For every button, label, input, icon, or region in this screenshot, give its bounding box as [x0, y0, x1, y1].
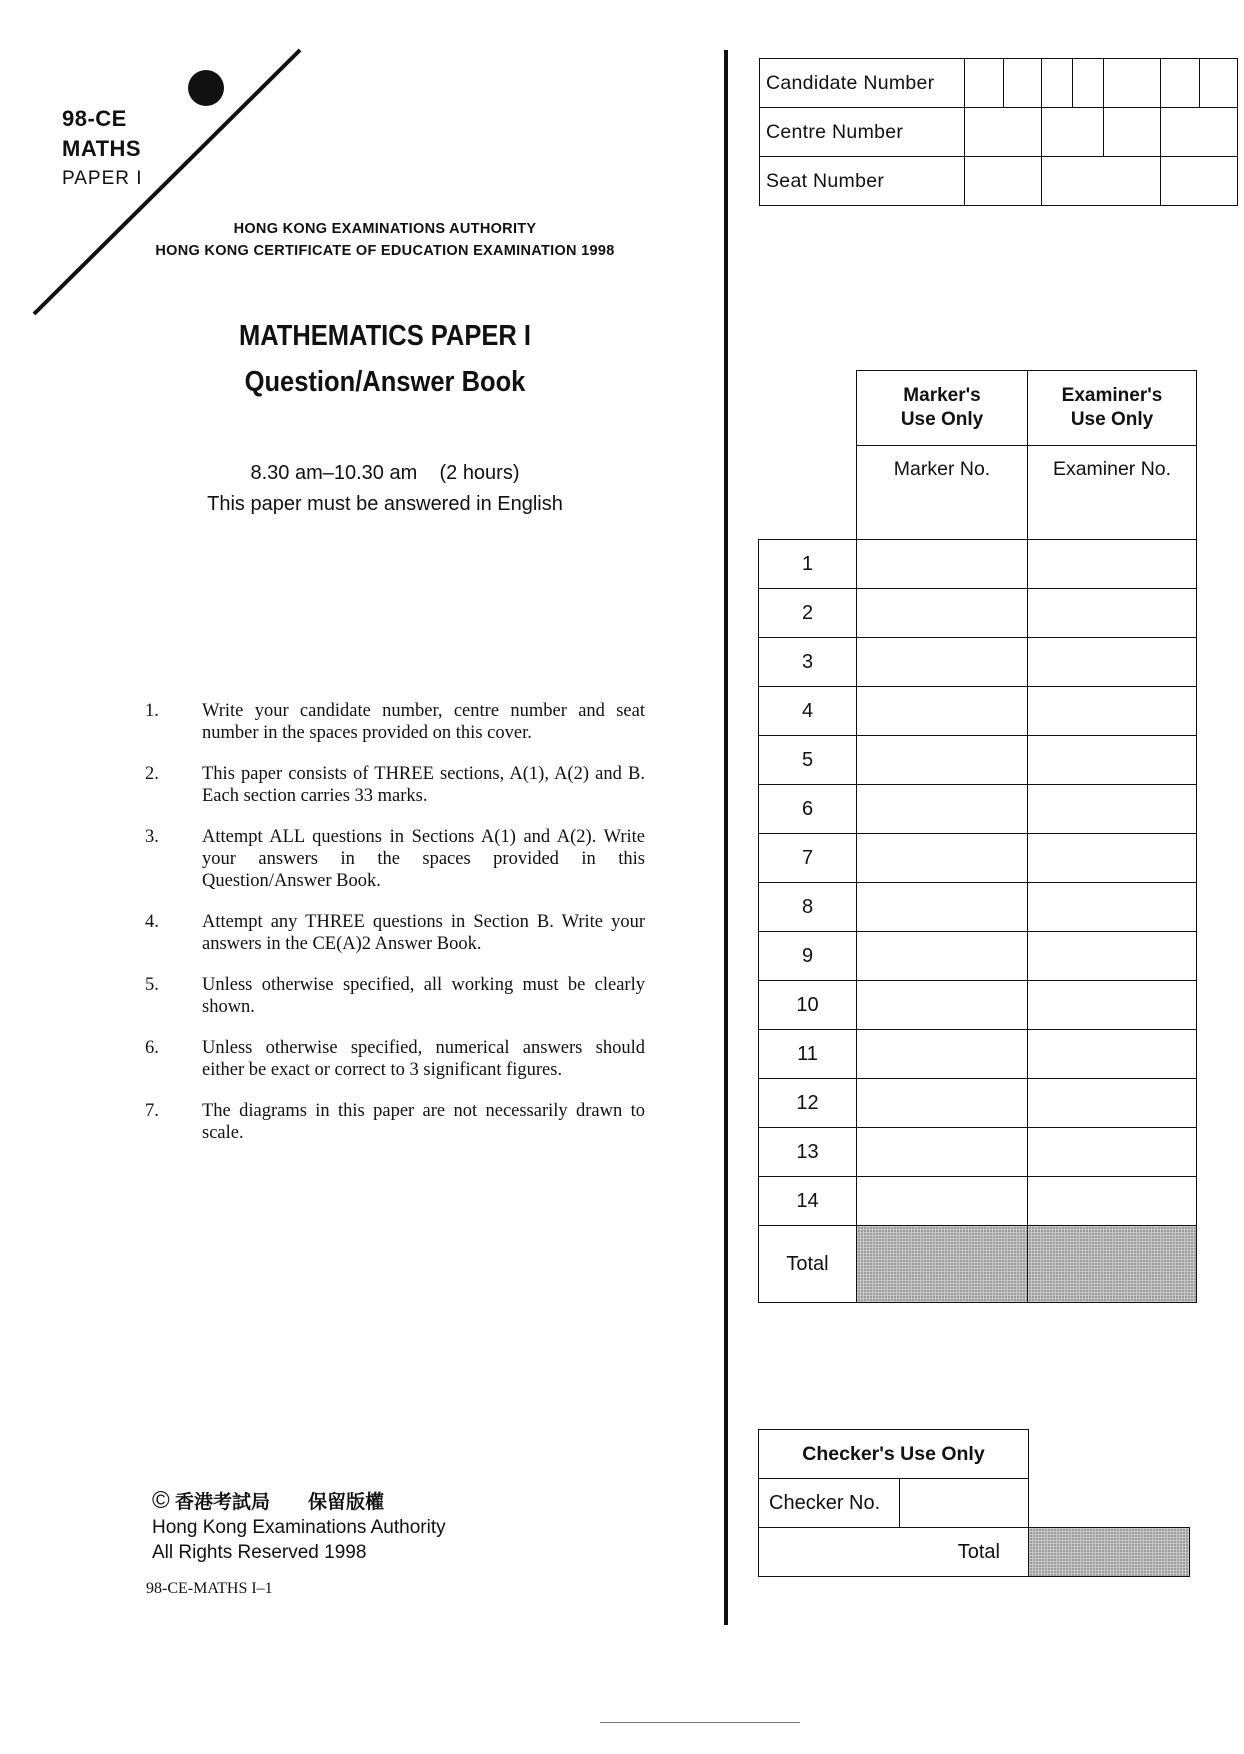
- question-row: [759, 638, 1197, 687]
- instruction-number: 2.: [145, 764, 159, 784]
- marker-mark-cell[interactable]: [857, 589, 1028, 638]
- total-row: [759, 1226, 1197, 1303]
- instruction-text: Attempt ALL questions in Sections A(1) and A(2). Write your answers in the spaces provided in this Question/Answer Book.: [202, 827, 645, 891]
- checker-total-row: [759, 1528, 1190, 1577]
- marker-mark-cell[interactable]: [857, 540, 1028, 589]
- centre-number-box[interactable]: [1042, 108, 1104, 157]
- instruction-text: Unless otherwise specified, numerical answers should either be exact or correct to 3 significant figures.: [202, 1038, 645, 1080]
- marker-no-label: Marker No.: [857, 446, 1028, 540]
- marker-mark-cell[interactable]: [857, 1177, 1028, 1226]
- candidate-number-box[interactable]: [1003, 59, 1042, 108]
- copyright-authority: Hong Kong Examinations Authority: [152, 1517, 446, 1538]
- question-row: [759, 785, 1197, 834]
- question-number: 11: [759, 1030, 857, 1079]
- exam-name: HONG KONG CERTIFICATE OF EDUCATION EXAMINATION 1998: [155, 243, 615, 259]
- candidate-number-label: Candidate Number: [760, 59, 965, 108]
- instructions-list: [145, 700, 645, 1163]
- checker-header-row: [759, 1430, 1190, 1479]
- code-line3: PAPER I: [62, 168, 143, 189]
- checker-no-label: Checker No.: [759, 1479, 900, 1528]
- candidate-number-row: [760, 59, 1238, 108]
- question-number: 8: [759, 883, 857, 932]
- candidate-number-box[interactable]: [1161, 59, 1200, 108]
- page-title: [178, 313, 592, 405]
- marker-use-header: Marker's Use Only: [857, 371, 1028, 446]
- marker-mark-cell[interactable]: [857, 687, 1028, 736]
- centre-number-label: Centre Number: [760, 108, 965, 157]
- centre-number-box[interactable]: [1104, 108, 1161, 157]
- question-row: [759, 981, 1197, 1030]
- examiner-mark-cell[interactable]: [1028, 540, 1197, 589]
- instruction-number: 3.: [145, 827, 159, 847]
- candidate-number-box[interactable]: [965, 59, 1004, 108]
- examiner-no-label: Examiner No.: [1028, 446, 1197, 540]
- instruction-number: 1.: [145, 701, 159, 721]
- examiner-total-cell-shaded: [1028, 1226, 1197, 1303]
- candidate-number-box[interactable]: [1199, 59, 1238, 108]
- question-row: [759, 687, 1197, 736]
- instruction-item: [145, 974, 645, 1018]
- vertical-divider: [724, 50, 728, 1625]
- candidate-info-table: [759, 58, 1238, 206]
- seat-number-box[interactable]: [1161, 157, 1238, 206]
- marker-mark-cell[interactable]: [857, 638, 1028, 687]
- corner-diagonal: [0, 0, 340, 340]
- instruction-item: [145, 1037, 645, 1081]
- question-row: [759, 1030, 1197, 1079]
- seat-number-box[interactable]: [1042, 157, 1161, 206]
- examiner-mark-cell[interactable]: [1028, 981, 1197, 1030]
- examiner-mark-cell[interactable]: [1028, 785, 1197, 834]
- marker-mark-cell[interactable]: [857, 1079, 1028, 1128]
- question-number: 12: [759, 1079, 857, 1128]
- instruction-text: Write your candidate number, centre number and seat number in the spaces provided on this cover.: [202, 701, 645, 743]
- question-number: 4: [759, 687, 857, 736]
- seat-number-row: [760, 157, 1238, 206]
- candidate-number-box[interactable]: [1104, 59, 1161, 108]
- candidate-number-box[interactable]: [1042, 59, 1073, 108]
- seat-number-label: Seat Number: [760, 157, 965, 206]
- marker-mark-cell[interactable]: [857, 834, 1028, 883]
- question-number: 9: [759, 932, 857, 981]
- examiner-mark-cell[interactable]: [1028, 1079, 1197, 1128]
- examiner-mark-cell[interactable]: [1028, 638, 1197, 687]
- question-row: [759, 736, 1197, 785]
- authority-heading: [120, 218, 650, 262]
- time-info: [150, 458, 620, 520]
- candidate-number-box[interactable]: [1073, 59, 1104, 108]
- marker-mark-cell[interactable]: [857, 736, 1028, 785]
- marker-mark-cell[interactable]: [857, 1128, 1028, 1177]
- instruction-item: [145, 911, 645, 955]
- checker-total-cell-shaded: [1029, 1528, 1190, 1577]
- examiner-use-header: Examiner's Use Only: [1028, 371, 1197, 446]
- instruction-number: 6.: [145, 1038, 159, 1058]
- checker-use-header: Checker's Use Only: [759, 1430, 1029, 1479]
- question-row: [759, 1128, 1197, 1177]
- instruction-text: Unless otherwise specified, all working must be clearly shown.: [202, 975, 645, 1017]
- marker-mark-cell[interactable]: [857, 785, 1028, 834]
- question-number: 5: [759, 736, 857, 785]
- centre-number-box[interactable]: [965, 108, 1042, 157]
- footer-page-code: 98-CE-MATHS I–1: [146, 1580, 273, 1597]
- instruction-item: [145, 700, 645, 744]
- question-number: 10: [759, 981, 857, 1030]
- marker-mark-cell[interactable]: [857, 932, 1028, 981]
- question-number: 3: [759, 638, 857, 687]
- marks-subheader-row: [759, 446, 1197, 540]
- checker-table: [758, 1429, 1190, 1577]
- examiner-mark-cell[interactable]: [1028, 1177, 1197, 1226]
- examiner-mark-cell[interactable]: [1028, 883, 1197, 932]
- instruction-text: Attempt any THREE questions in Section B. Write your answers in the CE(A)2 Answer Book.: [202, 912, 645, 954]
- instruction-item: [145, 763, 645, 807]
- authority-name: HONG KONG EXAMINATIONS AUTHORITY: [233, 221, 537, 237]
- scan-artifact-line: [600, 1722, 800, 1723]
- question-row: [759, 834, 1197, 883]
- question-row: [759, 883, 1197, 932]
- marker-total-cell-shaded: [857, 1226, 1028, 1303]
- marker-mark-cell[interactable]: [857, 883, 1028, 932]
- examiner-mark-cell[interactable]: [1028, 834, 1197, 883]
- marker-mark-cell[interactable]: [857, 981, 1028, 1030]
- copyright-rights: All Rights Reserved 1998: [152, 1542, 367, 1563]
- question-number: 1: [759, 540, 857, 589]
- instruction-text: The diagrams in this paper are not necessarily drawn to scale.: [202, 1101, 645, 1143]
- language-line: This paper must be answered in English: [207, 493, 563, 515]
- question-number: 2: [759, 589, 857, 638]
- paper-code: [62, 104, 143, 194]
- examiner-mark-cell[interactable]: [1028, 687, 1197, 736]
- question-row: [759, 1079, 1197, 1128]
- question-row: [759, 932, 1197, 981]
- marks-table: [758, 370, 1197, 1303]
- question-row: [759, 1177, 1197, 1226]
- question-number: 7: [759, 834, 857, 883]
- copyright-icon: ©: [152, 1487, 170, 1514]
- examiner-mark-cell[interactable]: [1028, 1128, 1197, 1177]
- title-line1: MATHEMATICS PAPER I: [238, 320, 532, 352]
- question-row: [759, 589, 1197, 638]
- marks-header-row: [759, 371, 1197, 446]
- question-number: 13: [759, 1128, 857, 1177]
- question-number: 6: [759, 785, 857, 834]
- marker-mark-cell[interactable]: [857, 1030, 1028, 1079]
- instruction-item: [145, 1100, 645, 1144]
- examiner-mark-cell[interactable]: [1028, 736, 1197, 785]
- instruction-text: This paper consists of THREE sections, A(1), A(2) and B. Each section carries 33 marks.: [202, 764, 645, 806]
- checker-no-row: [759, 1479, 1190, 1528]
- instruction-number: 4.: [145, 912, 159, 932]
- copyright-chinese: 香港考試局 保留版權: [174, 1491, 384, 1513]
- corner-dot-icon: [188, 70, 224, 106]
- examiner-mark-cell[interactable]: [1028, 1030, 1197, 1079]
- question-number: 14: [759, 1177, 857, 1226]
- code-line2: MATHS: [62, 136, 142, 161]
- examiner-mark-cell[interactable]: [1028, 932, 1197, 981]
- question-row: [759, 540, 1197, 589]
- checker-no-field[interactable]: [900, 1479, 1029, 1528]
- total-label: Total: [759, 1226, 857, 1303]
- instruction-number: 5.: [145, 975, 159, 995]
- copyright-block: [152, 1488, 446, 1565]
- centre-number-row: [760, 108, 1238, 157]
- instruction-number: 7.: [145, 1101, 159, 1121]
- seat-number-box[interactable]: [965, 157, 1042, 206]
- examiner-mark-cell[interactable]: [1028, 589, 1197, 638]
- instruction-item: [145, 826, 645, 892]
- title-line2: Question/Answer Book: [244, 366, 526, 398]
- checker-total-label: Total: [759, 1528, 1029, 1577]
- time-line: 8.30 am–10.30 am (2 hours): [250, 462, 520, 484]
- centre-number-box[interactable]: [1161, 108, 1238, 157]
- code-line1: 98-CE: [62, 106, 127, 131]
